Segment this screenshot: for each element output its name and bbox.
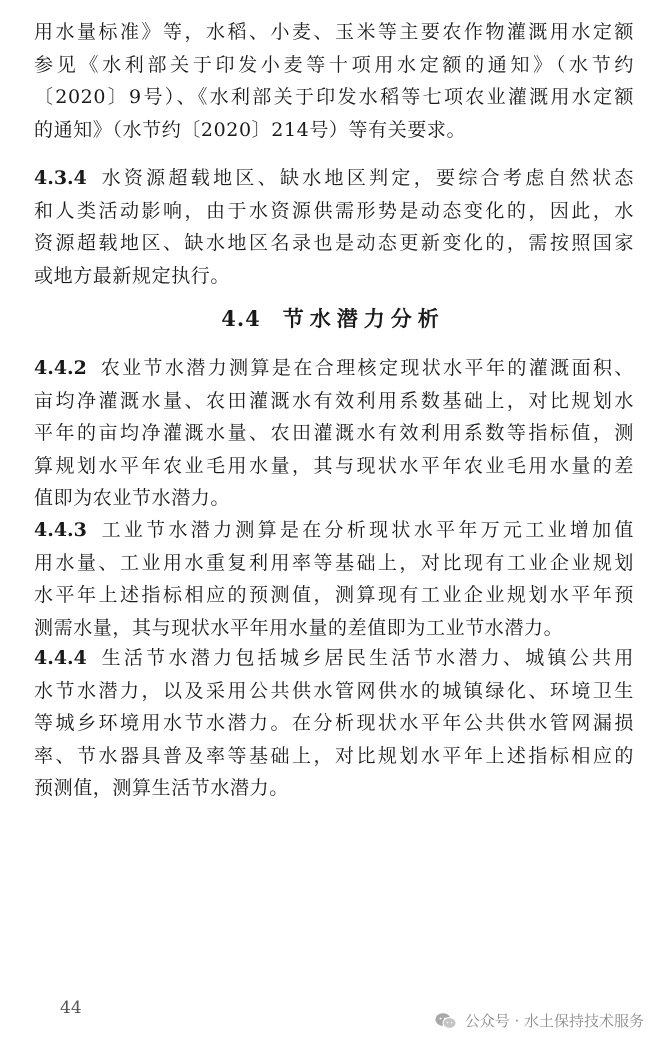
watermark [435,1010,644,1031]
clause-number: 4.3.4 [34,167,87,189]
text-line: 等城乡环境用水节水潜力。在分析现状水平年公共供水管网漏损 [34,712,634,734]
text-line: 值即为农业节水潜力。 [34,487,231,509]
section-title: 节水潜力分析 [282,306,445,331]
text-line: 生活节水潜力包括城乡居民生活节水潜力、城镇公共用 [98,647,634,669]
clause-number: 4.4.3 [34,519,87,541]
text-line: 和人类活动影响，由于水资源供需形势是动态变化的，因此，水 [34,199,634,222]
text-line: 的通知》（水节约〔2020〕214号）等有关要求。 [34,118,467,141]
section-heading [0,303,666,333]
text-line: 测需水量，其与现状水平年用水量的差值即为工业节水潜力。 [34,616,564,639]
text-line: 用水量标准》等，水稻、小麦、玉米等主要农作物灌溉用水定额 [34,21,634,43]
paragraph-continuation [34,16,634,146]
clause-number: 4.4.4 [34,647,87,669]
text-line: 亩均净灌溉水量、农田灌溉水有效利用系数基础上，对比规划水 [34,389,634,412]
text-line: 算规划水平年农业毛用水量，其与现状水平年农业毛用水量的差 [34,454,634,477]
watermark-text: 公众号 · 水土保持技术服务 [464,1012,644,1030]
clause-4-4-3 [34,514,634,644]
text-line: 水节水潜力，以及采用公共供水管网供水的城镇绿化、环境卫生 [34,679,634,702]
text-line: 率、节水器具普及率等基础上，对比规划水平年上述指标相应的 [34,744,634,767]
text-line: 工业节水潜力测算是在分析现状水平年万元工业增加值 [98,519,634,541]
clause-number: 4.4.2 [34,357,87,379]
text-line: 〔2020〕9号）、《水利部关于印发水稻等七项农业灌溉用水定额 [34,86,634,108]
clause-4-4-4 [34,642,634,805]
text-line: 或地方最新规定执行。 [34,264,231,287]
text-line: 参见《水利部关于印发小麦等十项用水定额的通知》（水节约 [34,53,634,76]
text-line: 资源超载地区、缺水地区名录也是动态更新变化的，需按照国家 [34,232,634,254]
clause-4-3-4 [34,162,634,292]
wechat-icon [435,1012,457,1030]
text-line: 平年的亩均净灌溉水量、农田灌溉水有效利用系数等指标值，测 [34,422,634,444]
page-number: 44 [60,998,82,1018]
text-line: 农业节水潜力测算是在合理核定现状水平年的灌溉面积、 [98,357,634,379]
text-line: 预测值，测算生活节水潜力。 [34,777,289,799]
text-line: 水资源超载地区、缺水地区判定，要综合考虑自然状态 [98,167,634,189]
clause-4-4-2 [34,352,634,515]
text-line: 水平年上述指标相应的预测值，测算现有工业企业规划水平年预 [34,584,634,606]
text-line: 用水量、工业用水重复利用率等基础上，对比现有工业企业规划 [34,551,634,574]
section-number: 4.4 [221,306,261,331]
